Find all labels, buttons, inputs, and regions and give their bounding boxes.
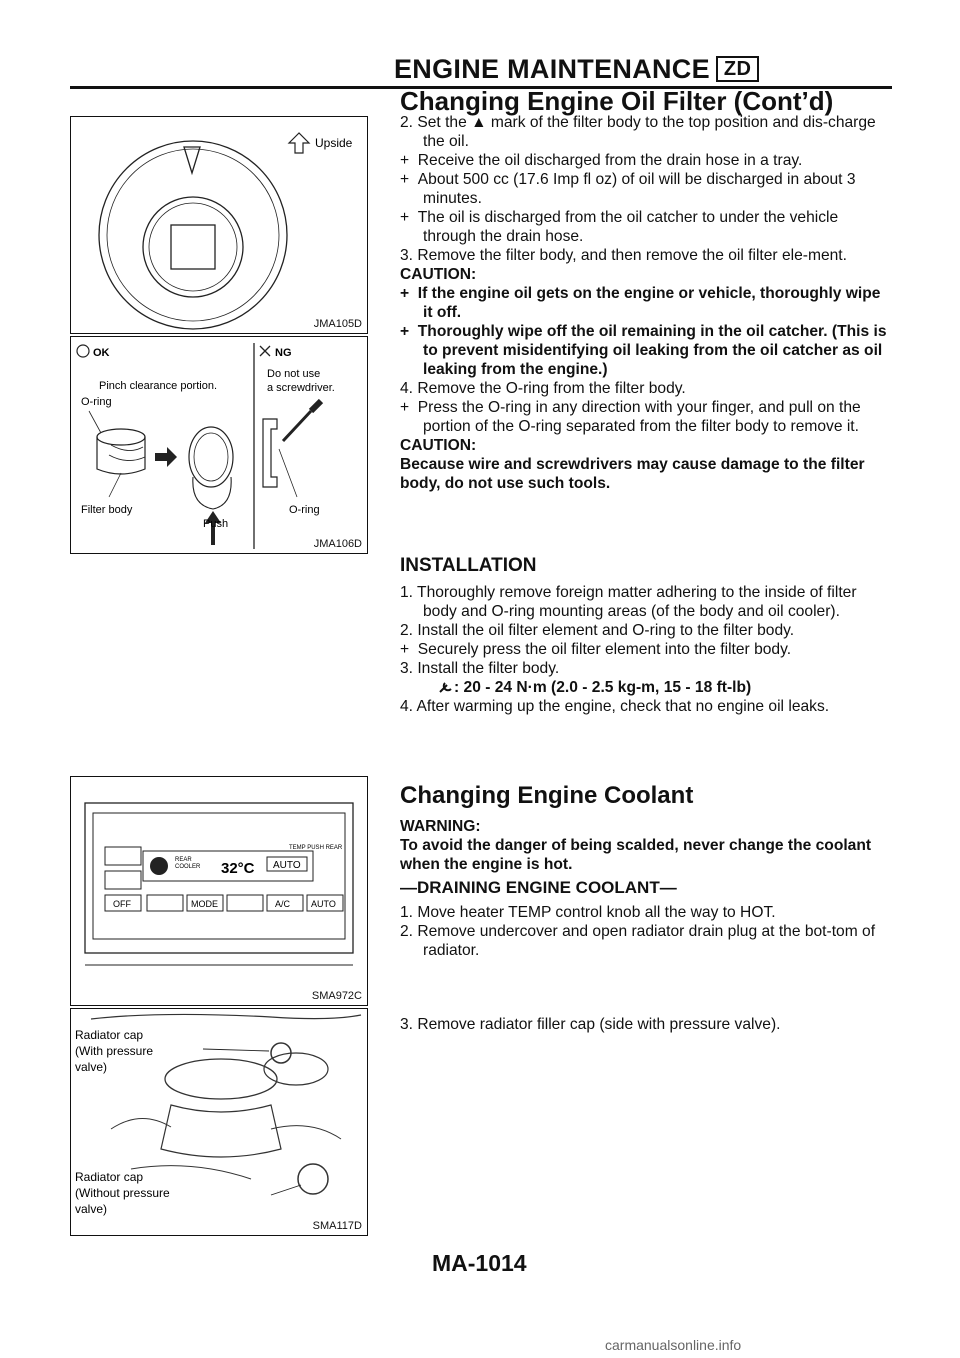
auto-indicator: AUTO (273, 860, 301, 871)
bullet: + Receive the oil discharged from the drain hose in a tray. (400, 152, 803, 169)
cap-with-pressure-line2: (With pressure (75, 1044, 154, 1058)
rear-label: REAR (175, 857, 192, 863)
temp-push-rear-label: TEMP PUSH REAR (289, 845, 343, 851)
engine-bay-illustration (71, 1009, 367, 1235)
cap-with-pressure-line1: Radiator cap (75, 1028, 144, 1042)
auto-button-label: AUTO (311, 899, 336, 909)
step-3: 3. Remove radiator filler cap (side with pressure valve). (400, 1016, 781, 1033)
ok-label: OK (93, 347, 110, 359)
step-4: 4. After warming up the engine, check that no engine oil leaks. (400, 698, 830, 715)
figure-jma105d (70, 116, 368, 334)
watermark: carmanualsonline.info (605, 1337, 742, 1353)
step-3: 3. Remove the filter body, and then remove the oil filter ele-ment. (400, 247, 847, 264)
cap-with-pressure-line3: valve) (75, 1060, 108, 1074)
page-header (394, 54, 759, 85)
figure-code: SMA972C (311, 990, 362, 1002)
step-3: 3. Install the filter body. (400, 660, 560, 677)
bullet: + The oil is discharged from the oil catcher to under the vehicle through the drain hose. (400, 209, 839, 245)
upside-label: Upside (315, 136, 353, 150)
installation-heading: INSTALLATION (400, 555, 537, 576)
bullet: + About 500 cc (17.6 Imp fl oz) of oil will be discharged in about 3 minutes. (400, 171, 856, 207)
radiator-cap-icon (298, 1164, 328, 1194)
header-title: ENGINE MAINTENANCE (394, 54, 710, 84)
caution-text: If the engine oil gets on the engine or vehicle, thoroughly wipe it off. (417, 285, 881, 321)
step-2: 2. Remove undercover and open radiator drain plug at the bot-tom of radiator. (400, 923, 876, 959)
bullet-text: The oil is discharged from the oil catcher to under the vehicle through the drain hose. (417, 209, 839, 245)
torque-value: : 20 - 24 N·m (2.0 - 2.5 kg-m, 15 - 18 ft-lb) (454, 679, 752, 696)
bullet-text: Press the O-ring in any direction with your finger, and pull on the portion of the O-ring separated from the filter body to remove it. (417, 399, 861, 435)
no-screwdriver-line2: a screwdriver. (267, 382, 335, 394)
filter-body-label: Filter body (81, 504, 133, 516)
installation-procedure (400, 556, 892, 716)
cap-without-pressure-line3: valve) (75, 1202, 108, 1216)
step-1: 1. Move heater TEMP control knob all the way to HOT. (400, 904, 776, 921)
ac-button-label: A/C (275, 899, 291, 909)
caution-heading: CAUTION: (400, 266, 477, 283)
ng-label: NG (275, 347, 292, 359)
push-label: Push (203, 518, 229, 530)
figure-sma117d (70, 1008, 368, 1236)
coolant-heading: Changing Engine Coolant (400, 782, 694, 809)
pinch-label: Pinch clearance portion. (99, 380, 218, 392)
bullet-text: Securely press the oil filter element into the filter body. (417, 641, 792, 658)
step-2: 2. Set the ▲ mark of the filter body to the top position and dis-charge the oil. (400, 114, 876, 150)
step-2: 2. Install the oil filter element and O-ring to the filter body. (400, 622, 795, 639)
coolant-procedure (400, 782, 892, 960)
bullet-text: About 500 cc (17.6 Imp fl oz) of oil will be discharged in about 3 minutes. (417, 171, 856, 207)
off-button-label: OFF (113, 899, 131, 909)
step-4: 4. Remove the O-ring from the filter body. (400, 380, 686, 397)
coolant-step-3 (400, 1015, 892, 1034)
caution-text: Because wire and screwdrivers may cause damage to the filter body, do not use such tools. (400, 456, 865, 492)
draining-heading: —DRAINING ENGINE COOLANT— (400, 878, 677, 897)
figure-jma106d (70, 336, 368, 554)
torque-wrench-icon (438, 680, 454, 694)
mode-button-label: MODE (191, 899, 218, 909)
no-screwdriver-line1: Do not use (267, 368, 321, 380)
figure-code: JMA105D (313, 318, 362, 330)
zd-badge: ZD (716, 56, 759, 82)
ac-control-panel-illustration (71, 777, 367, 1005)
figure-code: SMA117D (312, 1220, 362, 1232)
page-number: MA-1014 (432, 1250, 527, 1276)
step-1: 1. Thoroughly remove foreign matter adhering to the inside of filter body and O-ring mounting areas (of the body and oil cooler). (400, 584, 857, 620)
caution-bullet: + Thoroughly wipe off the oil remaining in the oil catcher. (This is to prevent misidentifying oil leaking from the oil catcher as oil leaking from the engine.) (400, 323, 887, 378)
ok-circle-icon (77, 345, 89, 357)
bullet-text: Receive the oil discharged from the drain hose in a tray. (417, 152, 803, 169)
torque-spec (400, 678, 892, 697)
caution-bullet: + If the engine oil gets on the engine or vehicle, thoroughly wipe it off. (400, 285, 881, 321)
figure-sma972c (70, 776, 368, 1006)
warning-text: To avoid the danger of being scalded, never change the coolant when the engine is hot. (400, 837, 872, 873)
oring-right-label: O-ring (289, 504, 320, 516)
oil-filter-procedure (400, 113, 892, 493)
oring-left-label: O-ring (81, 396, 112, 408)
figure-code: JMA106D (313, 538, 362, 550)
filter-top-illustration (71, 117, 367, 333)
section-title: Changing Engine Oil Filter (Cont’d) (400, 86, 834, 116)
cap-without-pressure-line2: (Without pressure (75, 1186, 170, 1200)
ng-cross-icon (260, 346, 270, 356)
temp-readout: 32°C (221, 860, 255, 877)
caution-text: Thoroughly wipe off the oil remaining in the oil catcher. (This is to prevent misidentifying oil leaking from the oil catcher as oil leaking from the engine.) (417, 323, 887, 378)
oring-removal-illustration (71, 337, 367, 553)
cooler-label: COOLER (175, 864, 201, 870)
bullet: + Securely press the oil filter element into the filter body. (400, 641, 792, 658)
warning-heading: WARNING: (400, 818, 481, 835)
caution-heading: CAUTION: (400, 437, 477, 454)
fan-icon (150, 857, 168, 875)
cap-without-pressure-line1: Radiator cap (75, 1170, 144, 1184)
bullet: + Press the O-ring in any direction with your finger, and pull on the portion of the O-ring separated from the filter body to remove it. (400, 399, 861, 435)
